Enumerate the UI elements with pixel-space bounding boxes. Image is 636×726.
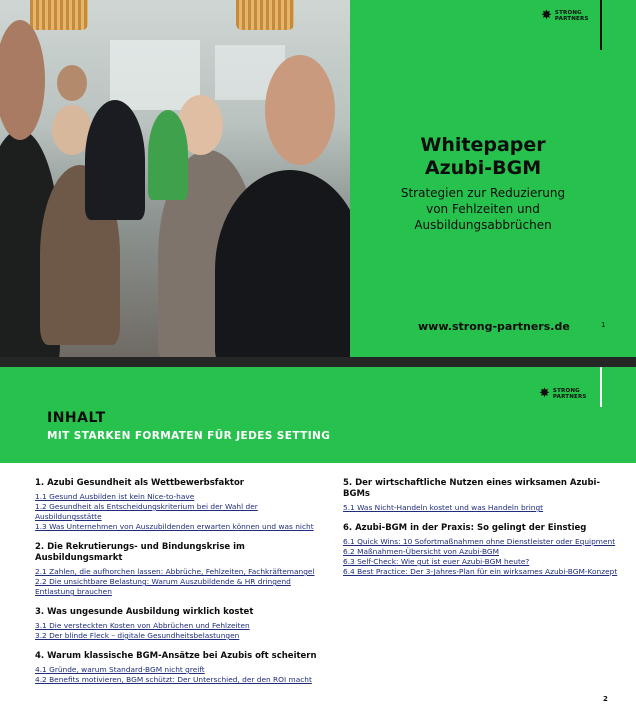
toc-section: [35, 607, 325, 641]
toc-section: [343, 523, 623, 577]
logo-text-line: PARTNERS: [554, 15, 589, 22]
logo-text-line: STRONG: [554, 9, 582, 16]
page-number: 2: [603, 695, 608, 703]
toc-section: [35, 542, 325, 597]
logo-text-line: PARTNERS: [552, 393, 587, 400]
strong-partners-logo-icon: ✸: [539, 386, 550, 401]
cover-subtitle-line: Strategien zur Reduzierung: [400, 186, 566, 200]
cover-subtitle: [360, 185, 606, 233]
logo: [539, 387, 587, 400]
contents-title: INHALT: [47, 410, 106, 426]
toc-link[interactable]: 5.1 Was Nicht-Handeln kostet und was Handeln bringt: [343, 503, 544, 512]
page-divider: [0, 357, 636, 367]
toc-link[interactable]: 2.1 Zahlen, die aufhorchen lassen: Abbrüche, Fehlzeiten, Fachkräftemangel: [35, 567, 315, 576]
accent-line: [600, 0, 602, 50]
cover-title-line: Whitepaper: [420, 134, 546, 156]
contents-header: [0, 367, 636, 463]
toc-section-title: 2. Die Rekrutierungs- und Bindungskrise im Ausbildungsmarkt: [35, 542, 245, 563]
cover-url[interactable]: www.strong-partners.de: [418, 320, 570, 333]
toc-link[interactable]: 1.1 Gesund Ausbilden ist kein Nice-to-have: [35, 492, 195, 501]
toc-right-column: [343, 478, 623, 587]
toc-link[interactable]: 6.3 Self-Check: Wie gut ist euer Azubi-BGM heute?: [343, 557, 530, 566]
toc-link[interactable]: 3.1 Die versteckten Kosten von Abbrüchen und Fehlzeiten: [35, 621, 250, 630]
cover-subtitle-line: Ausbildungsabbrüchen: [414, 218, 552, 232]
cover-title: [360, 134, 606, 180]
toc-link[interactable]: 6.4 Best Practice: Der 3-Jahres-Plan für ein wirksames Azubi-BGM-Konzept: [343, 567, 618, 576]
toc-link[interactable]: 3.2 Der blinde Fleck – digitale Gesundheitsbelastungen: [35, 631, 240, 640]
logo-text-line: STRONG: [552, 387, 580, 394]
contents-page: [0, 367, 636, 726]
contents-subtitle: MIT STARKEN FORMATEN FÜR JEDES SETTING: [47, 430, 331, 442]
window: [110, 40, 200, 110]
pendant-lamp: [30, 0, 88, 30]
pendant-lamp: [236, 0, 294, 30]
person-silhouette: [148, 110, 188, 200]
toc-link[interactable]: 4.1 Gründe, warum Standard-BGM nicht greift: [35, 665, 205, 674]
toc-section-title: 6. Azubi-BGM in der Praxis: So gelingt der Einstieg: [343, 523, 587, 533]
toc-link[interactable]: 4.2 Benefits motivieren, BGM schützt: Der Unterschied, der den ROI macht: [35, 675, 312, 684]
page-number: 1: [601, 321, 606, 329]
cover-photo: [0, 0, 350, 357]
toc-left-column: [35, 478, 325, 695]
toc-section: [35, 478, 325, 532]
toc-link[interactable]: 2.2 Die unsichtbare Belastung: Warum Auszubildende & HR dringend Entlastung brauchen: [35, 577, 291, 596]
person-head: [265, 55, 335, 165]
strong-partners-logo-icon: ✸: [541, 8, 552, 23]
cover-title-line: Azubi-BGM: [424, 157, 542, 179]
person-head: [0, 20, 45, 140]
logo: [541, 9, 589, 22]
toc-link[interactable]: 1.2 Gesundheit als Entscheidungskriterium bei der Wahl der Ausbildungsstätte: [35, 502, 258, 521]
toc-section: [35, 651, 325, 685]
cover-subtitle-line: von Fehlzeiten und: [426, 202, 540, 216]
cover-page: [0, 0, 636, 357]
person-head: [57, 65, 87, 101]
toc-section-title: 3. Was ungesunde Ausbildung wirklich kostet: [35, 607, 254, 617]
toc-link[interactable]: 1.3 Was Unternehmen von Auszubildenden erwarten können und was nicht: [35, 522, 314, 531]
toc-section-title: 5. Der wirtschaftliche Nutzen eines wirksamen Azubi-BGMs: [343, 478, 600, 499]
toc-link[interactable]: 6.1 Quick Wins: 10 Sofortmaßnahmen ohne Dienstleister oder Equipment: [343, 537, 616, 546]
toc-link[interactable]: 6.2 Maßnahmen-Übersicht von Azubi-BGM: [343, 547, 499, 556]
accent-line: [600, 367, 602, 407]
person-silhouette: [85, 100, 145, 220]
toc-section-title: 4. Warum klassische BGM-Ansätze bei Azubis oft scheitern: [35, 651, 317, 661]
toc-section-title: 1. Azubi Gesundheit als Wettbewerbsfaktor: [35, 478, 244, 488]
toc-section: [343, 478, 623, 513]
